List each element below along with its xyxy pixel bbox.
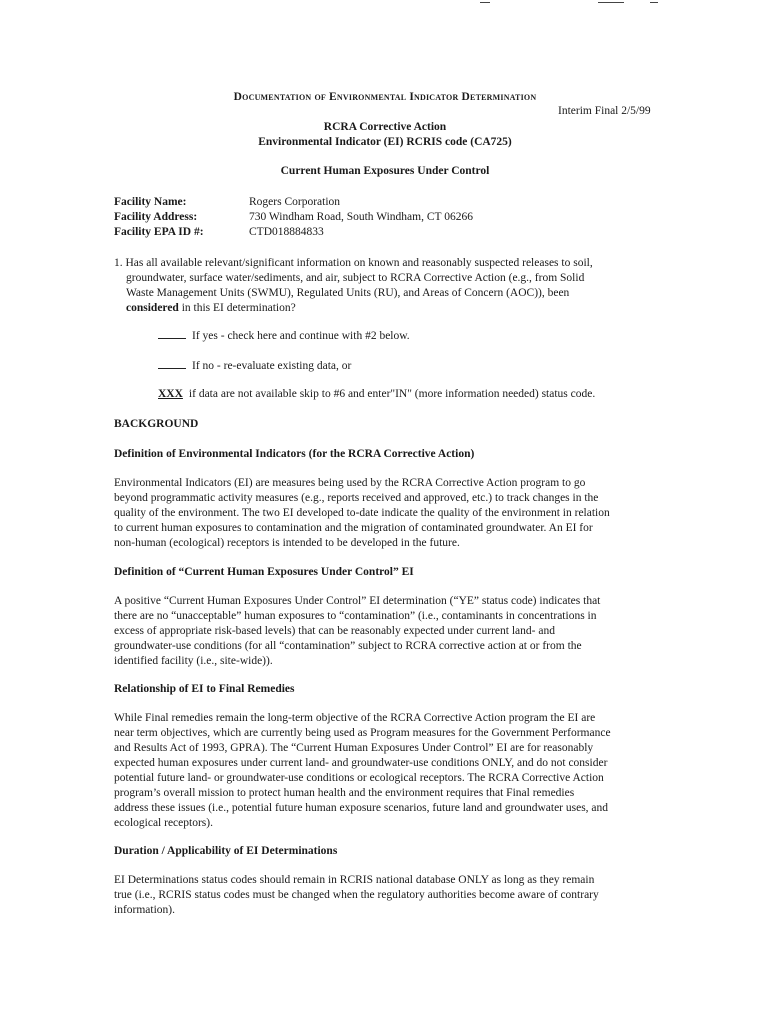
paragraph-line: address these issues (i.e., potential future human exposure scenarios, future land and groundwater uses, and (114, 802, 609, 814)
duration-heading: Duration / Applicability of EI Determinations (114, 845, 338, 857)
paragraph-line: information). (114, 904, 175, 916)
paragraph-line: and Results Act of 1993, GPRA). The “Current Human Exposures Under Control” EI are for reasonably (114, 742, 594, 754)
indicator-title: Environmental Indicator (EI) RCRIS code (CA725) (258, 136, 512, 148)
paragraph-line: quality of the environment. The two EI developed to-date indicate the quality of the environment in relation (114, 507, 610, 519)
question-1-line-last (114, 301, 664, 316)
paragraph-line: beyond programmatic activity measures (e.g., reports received and approved, etc.) to track changes in the (114, 492, 599, 504)
paragraph-line: groundwater-use conditions (for all “contamination” subject to RCRA corrective action at or from the (114, 640, 582, 652)
option-info-needed (158, 387, 595, 402)
option-yes (158, 327, 410, 344)
facility-name-label: Facility Name: (114, 196, 187, 208)
paragraph-line: Environmental Indicators (EI) are measures being used by the RCRA Corrective Action program to go (114, 477, 586, 489)
program-title: RCRA Corrective Action (323, 121, 447, 133)
def-ei-paragraph (114, 476, 664, 551)
relationship-heading: Relationship of EI to Final Remedies (114, 683, 295, 695)
def-chec-heading: Definition of “Current Human Exposures Under Control” EI (114, 566, 414, 578)
background-heading: BACKGROUND (114, 418, 199, 430)
paragraph-line: non-human (ecological) receptors is intended to be developed in the future. (114, 537, 460, 549)
duration-paragraph (114, 873, 664, 918)
paragraph-line: true (i.e., RCRIS status codes must be changed when the regulatory authorities become aware of contrary (114, 889, 599, 901)
option-yes-blank[interactable] (158, 327, 186, 339)
interim-date: Interim Final 2/5/99 (558, 105, 651, 117)
paragraph-line: A positive “Current Human Exposures Under Control” EI determination (“YE” status code) indicates that (114, 595, 601, 607)
facility-epa-label: Facility EPA ID #: (114, 226, 204, 238)
def-ei-heading: Definition of Environmental Indicators (for the RCRA Corrective Action) (114, 448, 475, 460)
option-no-blank[interactable] (158, 357, 186, 369)
paragraph-line: near term objectives, which are currently being used as Program measures for the Government Performance (114, 727, 611, 739)
option-info-needed-text: if data are not available skip to #6 and enter"IN" (more information needed) status code. (188, 388, 596, 400)
paragraph-line: identified facility (i.e., site-wide)). (114, 655, 273, 667)
facility-name-value: Rogers Corporation (249, 196, 341, 208)
paragraph-line: While Final remedies remain the long-term objective of the RCRA Corrective Action program the EI are (114, 712, 596, 724)
paragraph-line: excess of appropriate risk-based levels) that can be reasonably expected under current land- and (114, 625, 555, 637)
question-1 (114, 256, 664, 316)
question-1-line: Waste Management Units (SWMU), Regulated Units (RU), and Areas of Concern (AOC)), been (126, 287, 570, 299)
option-yes-text: If yes - check here and continue with #2 below. (192, 330, 410, 342)
facility-address-label: Facility Address: (114, 211, 198, 223)
question-1-line: groundwater, surface water/sediments, and air, subject to RCRA Corrective Action (e.g., from Solid (126, 272, 585, 284)
paragraph-line: ecological receptors). (114, 817, 213, 829)
paragraph-line: potential future land- or groundwater-use conditions or ecological receptors. The RCRA Corrective Action (114, 772, 604, 784)
indicator-subtitle: Current Human Exposures Under Control (280, 165, 490, 177)
def-chec-paragraph (114, 594, 664, 669)
facility-address-value: 730 Windham Road, South Windham, CT 06266 (249, 211, 473, 223)
paragraph-line: there are no “unacceptable” human exposures to “contamination” (i.e., contaminants in concentrations in (114, 610, 597, 622)
paragraph-line: to current human exposures to contamination and the migration of contaminated groundwater. An EI for (114, 522, 593, 534)
question-1-line: 1. Has all available relevant/significant information on known and reasonably suspected releases to soil, (114, 257, 593, 269)
option-info-needed-mark[interactable]: XXX (158, 388, 183, 400)
option-no-text: If no - re-evaluate existing data, or (192, 360, 352, 372)
document-title: Documentation of Environmental Indicator Determination (233, 91, 537, 103)
relationship-paragraph (114, 711, 664, 831)
facility-epa-value: CTD018884833 (249, 226, 324, 238)
considered-emphasis: considered (126, 302, 179, 314)
option-no (158, 357, 351, 374)
paragraph-line: program’s overall mission to protect human health and the environment requires that Final remedies (114, 787, 575, 799)
paragraph-line: expected human exposures under current land- and groundwater-use conditions ONLY, and do not consider (114, 757, 608, 769)
question-1-line-rest: in this EI determination? (178, 302, 296, 314)
scan-marks (480, 0, 700, 6)
paragraph-line: EI Determinations status codes should remain in RCRIS national database ONLY as long as they remain (114, 874, 595, 886)
